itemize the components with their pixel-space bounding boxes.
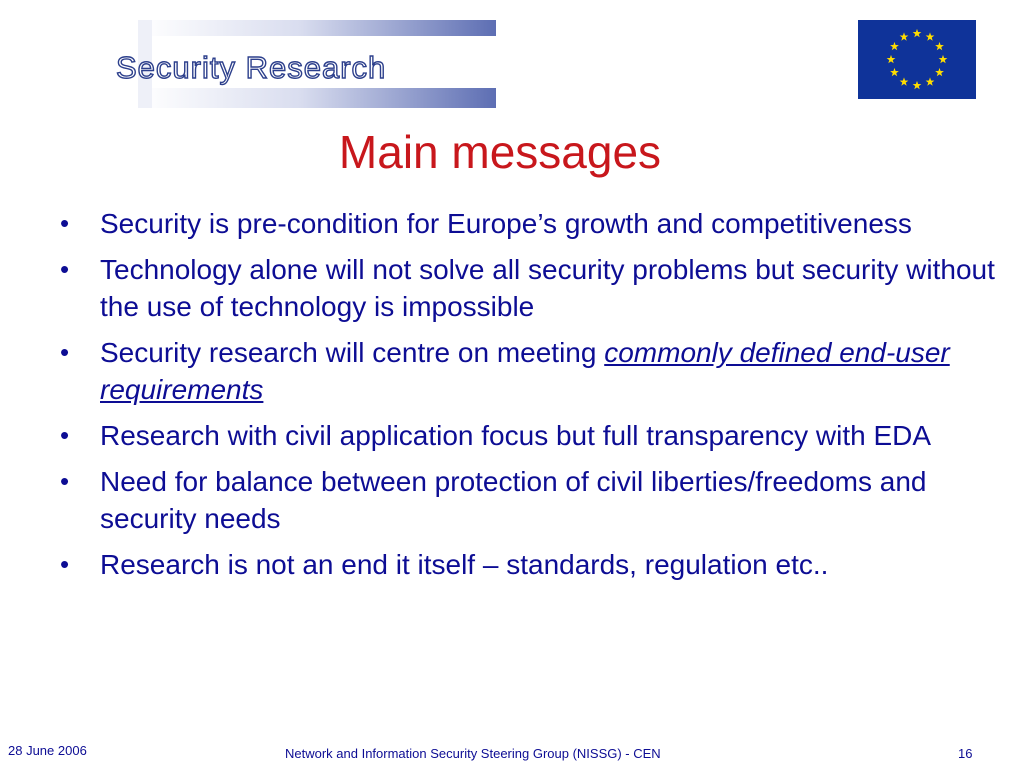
bullet-item: [60, 546, 1010, 583]
slide-title: Main messages: [338, 126, 662, 178]
footer-date: 28 June 2006: [8, 743, 87, 758]
footer-organization: Network and Information Security Steering Group (NISSG) - CEN: [285, 746, 661, 761]
bullet-text: Technology alone will not solve all security problems but security without the use of technology is impossible: [100, 254, 995, 322]
bullet-item: [60, 251, 1010, 325]
bullet-item: [60, 334, 1010, 408]
eu-flag-icon: [858, 20, 976, 99]
bullet-list: [60, 205, 1010, 592]
bullet-icon: •: [60, 466, 70, 496]
bullet-icon: •: [60, 254, 70, 284]
bullet-icon: •: [60, 549, 70, 579]
bullet-icon: •: [60, 208, 70, 238]
bullet-emphasis: commonly defined end-user requirements: [100, 337, 950, 405]
security-research-logo: [110, 20, 496, 108]
bullet-icon: •: [60, 420, 70, 450]
bullet-item: [60, 417, 1010, 454]
bullet-text: Research is not an end it itself – standards, regulation etc..: [100, 549, 829, 580]
bullet-icon: •: [60, 337, 70, 367]
bullet-text: Research with civil application focus but full transparency with EDA: [100, 420, 932, 451]
bullet-text: Need for balance between protection of civil liberties/freedoms and security needs: [100, 466, 927, 534]
bullet-item: [60, 205, 1010, 242]
bullet-text: Security is pre-condition for Europe’s growth and competitiveness: [100, 208, 912, 239]
bullet-text: Security research will centre on meeting: [100, 337, 605, 368]
page-number: 16: [958, 746, 973, 761]
logo-text: Security Research: [116, 50, 387, 85]
bullet-item: [60, 463, 1010, 537]
